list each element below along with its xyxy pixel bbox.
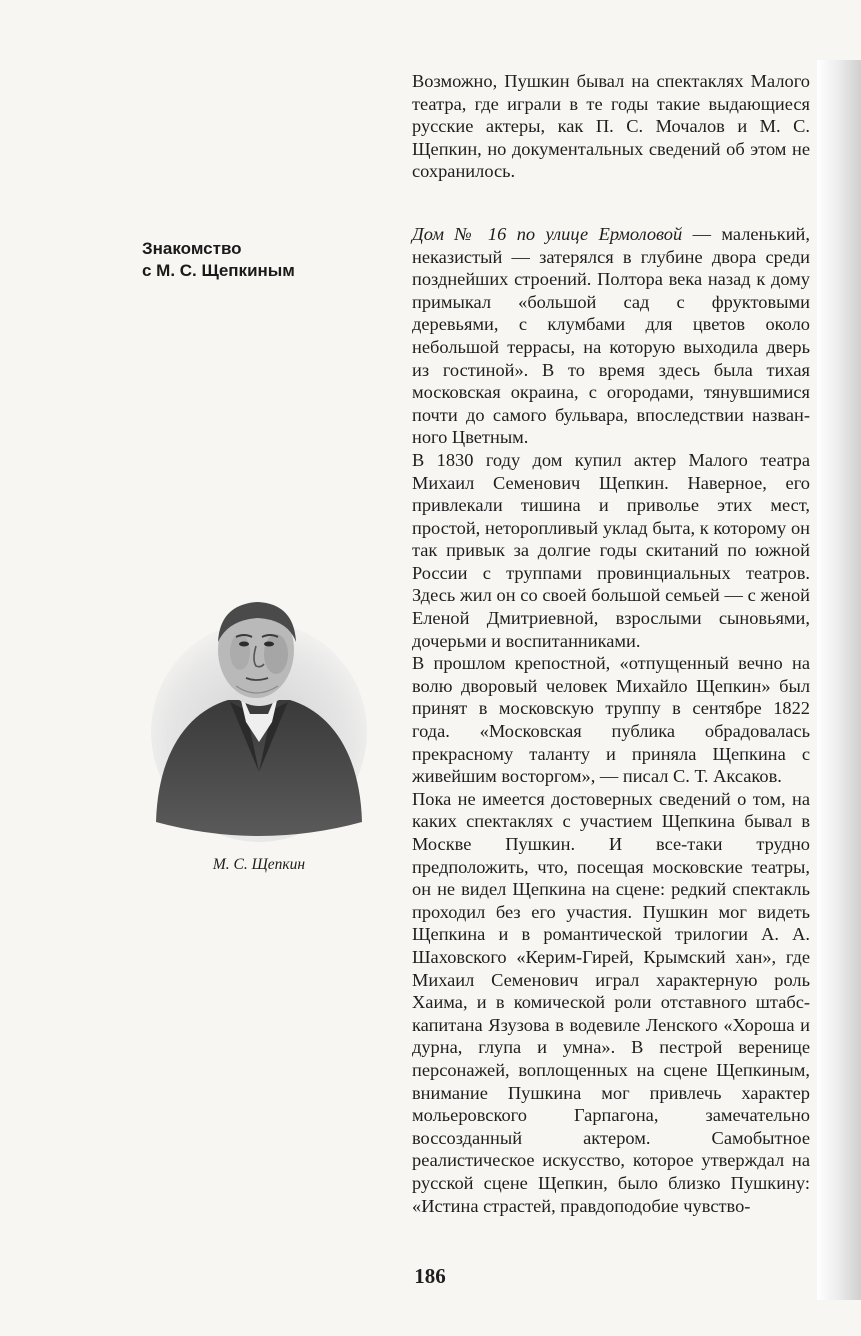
paragraph-purchase: В 1830 году дом купил актер Малого театра Михаил Семенович Щепкин. Наверное, его привлекали тишина и приволье этих мест, простой, неторопливый уклад быта, к которому он так привык за долгие годы скитаний по южной России с труппами провинциальных театров. Здесь жил он со своей большой семьей — с женой Еленой Дмитриевной, взрослыми сыновьями, дочерьми и воспитанниками. <box>412 449 810 651</box>
paragraph-serf-past: В прошлом крепостной, «отпущенный вечно на волю дворовый человек Михайло Щепкин» был принят в московскую труппу в сентябре 1822 года. «Московская публика обрадовалась прекрасному таланту и приняла Щепкина с живейшим восторгом», — писал С. Т. Аксаков. <box>412 653 810 787</box>
page-edge-shadow <box>817 60 861 1300</box>
intro-paragraph: Возможно, Пушкин бывал на спектаклях Малого театра, где играли в те годы такие выдающиеся русские актеры, как П. С. Мочалов и М. С. Щепкин, но документальных сведений об этом не сохранилось. <box>412 71 810 182</box>
section-heading-line-2: с М. С. Щепкиным <box>142 261 295 280</box>
section-heading-line-1: Знакомство <box>142 239 242 258</box>
paragraph-theatre: Пока не имеется достоверных сведений о том, на каких спектаклях с участием Щепкина бывал в Москве Пушкин. И все-таки трудно предположить, что, посещая московские театры, он не видел Щепкина на сцене: редкий спектакль проходил без его участия. Пушкин мог видеть Щепкина и в романтической трилогии А. А. Шаховского «Керим-Гирей, Крымский хан», где Михаил Семенович играл характерную роль Хаима, и в комической роли отставного штабс-капитана Язузова в водевиле Ленского «Хороша и дурна, глупа и умна». В пестрой веренице персонажей, воплощенных на сцене Щепкиным, внимание Пушкина мог привлечь характер мольеровского Гарпагона, замечательно воссозданный актером. Самобытное реалистическое искусство, которое утверждал на русской сцене Щепкин, было близко Пушкину: «Истина страстей, правдоподобие чувство- <box>412 788 810 1216</box>
paragraph-house-rest: — маленький, неказистый — затерялся в глубине двора среди позднейших строений. Полтора века назад к дому примыкал «большой сад с фруктовыми деревьями, с клумбами для цветов около небольшой террасы, на которую выходила дверь из гостиной». В то время здесь была тихая московская окраина, с огородами, тянувшимися почти до самого бульвара, впоследствии названного Цветным. <box>412 223 811 448</box>
page-number: 186 <box>414 1264 446 1288</box>
portrait-caption: М. С. Щепкин <box>212 856 306 873</box>
section-heading <box>142 238 372 282</box>
portrait-illustration <box>148 592 370 844</box>
paragraph-house-lead: Дом № 16 по улице Ермоловой <box>412 223 683 244</box>
main-text-column <box>412 70 810 1217</box>
paragraph-house <box>412 223 810 449</box>
portrait-image <box>148 592 370 844</box>
